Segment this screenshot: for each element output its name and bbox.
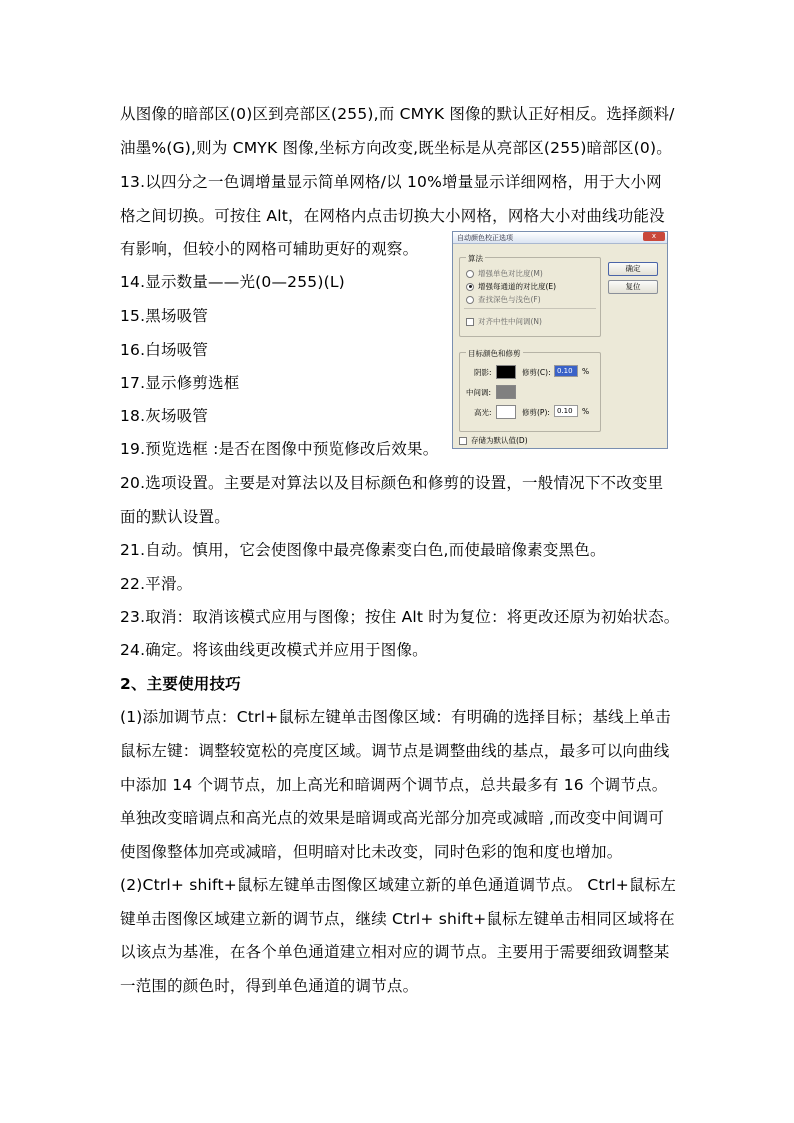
tips-line-2: 鼠标左键：调整较宽松的亮度区域。调节点是调整曲线的基点，最多可以向曲线 [120, 742, 670, 760]
highlights-label: 高光: [474, 408, 492, 417]
checkbox-icon [459, 437, 467, 445]
ok-button[interactable]: 确定 [608, 262, 658, 276]
tips-line-7: 键单击图像区域建立新的调节点，继续 Ctrl+ shift+鼠标左键单击相同区域将在 [120, 910, 675, 928]
tips-line-3: 中添加 14 个调节点，加上高光和暗调两个调节点，总共最多有 16 个调节点。 [120, 776, 668, 794]
tips-line-1: (1)添加调节点：Ctrl+鼠标左键单击图像区域：有明确的选择目标；基线上单击 [120, 708, 671, 726]
tips-line-8: 以该点为基准，在各个单色通道建立相对应的调节点。主要用于需要细致调整某 [120, 943, 670, 961]
target-colors-group-label: 目标颜色和修剪 [468, 349, 521, 358]
clip-highlights-label: 修剪(P): [522, 408, 550, 417]
text-line-15: 22.平滑。 [120, 575, 193, 593]
dialog-titlebar [453, 232, 667, 244]
algo-option-label: 查找深色与浅色(F) [478, 295, 541, 304]
percent-label: % [582, 367, 590, 376]
target-colors-group [459, 349, 601, 432]
snap-neutral-label: 对齐中性中间调(N) [478, 317, 542, 326]
tips-line-9: 一范围的颜色时，得到单色通道的调节点。 [120, 977, 419, 995]
text-line-7: 15.黑场吸管 [120, 307, 209, 325]
checkbox-icon [466, 318, 474, 326]
clip-highlights-input[interactable]: 0.10 [554, 405, 578, 417]
tips-line-4: 单独改变暗调点和高光点的效果是暗调或高光部分加亮或减暗 ,而改变中间调可 [120, 809, 665, 827]
shadows-color-swatch[interactable] [496, 365, 516, 379]
save-default-checkbox[interactable] [459, 435, 528, 446]
close-icon[interactable]: x [643, 232, 665, 241]
midtones-label: 中间调: [466, 388, 492, 397]
tips-line-6: (2)Ctrl+ shift+鼠标左键单击图像区域建立新的单色通道调节点。 Ctrl+鼠标左 [120, 876, 677, 894]
text-line-8: 16.白场吸管 [120, 341, 209, 359]
tips-line-5: 使图像整体加亮或减暗，但明暗对比未改变，同时色彩的饱和度也增加。 [120, 843, 623, 861]
text-line-5: 有影响，但较小的网格可辅助更好的观察。 [120, 240, 419, 258]
text-line-11: 19.预览选框 :是否在图像中预览修改后效果。 [120, 440, 439, 458]
clip-shadows-input[interactable]: 0.10 [554, 365, 578, 377]
text-line-17: 24.确定。将该曲线更改模式并应用于图像。 [120, 641, 428, 659]
text-line-6: 14.显示数量——光(0—255)(L) [120, 273, 345, 291]
percent-label: % [582, 407, 590, 416]
reset-button[interactable]: 复位 [608, 280, 658, 294]
text-line-10: 18.灰场吸管 [120, 407, 209, 425]
text-line-4: 格之间切换。可按住 Alt，在网格内点击切换大小网格，网格大小对曲线功能没 [120, 207, 665, 225]
text-line-16: 23.取消：取消该模式应用与图像；按住 Alt 时为复位：将更改还原为初始状态。 [120, 608, 680, 626]
divider [464, 308, 596, 309]
text-line-1: 从图像的暗部区(0)区到亮部区(255),而 CMYK 图像的默认正好相反。选择颜料/ [120, 105, 675, 123]
section-heading: 2、主要使用技巧 [120, 675, 241, 693]
text-line-3: 13.以四分之一色调增量显示简单网格/以 10%增量显示详细网格，用于大小网 [120, 173, 662, 191]
save-default-label: 存储为默认值(D) [471, 436, 528, 445]
algo-option-mono[interactable] [466, 268, 543, 279]
algo-option-find-dark-light[interactable] [466, 294, 541, 305]
radio-selected-icon [466, 283, 474, 291]
shadows-label: 阴影: [474, 368, 492, 377]
radio-icon [466, 270, 474, 278]
text-line-14: 21.自动。慎用，它会使图像中最亮像素变白色,而使最暗像素变黑色。 [120, 541, 606, 559]
text-line-2: 油墨%(G),则为 CMYK 图像,坐标方向改变,既坐标是从亮部区(255)暗部区(0)。 [120, 139, 672, 157]
dialog-title: 自动颜色校正选项 [457, 234, 513, 242]
snap-neutral-checkbox[interactable] [466, 316, 542, 327]
radio-icon [466, 296, 474, 304]
algo-option-per-channel[interactable] [466, 281, 556, 292]
clip-shadows-label: 修剪(C): [522, 368, 551, 377]
algo-option-label: 增强单色对比度(M) [478, 269, 543, 278]
text-line-9: 17.显示修剪选框 [120, 374, 240, 392]
algo-option-label: 增强每通道的对比度(E) [478, 282, 557, 291]
auto-color-options-dialog [452, 231, 668, 449]
midtones-color-swatch[interactable] [496, 385, 516, 399]
algorithm-group-label: 算法 [468, 254, 483, 263]
algorithm-group [459, 254, 601, 337]
text-line-12: 20.选项设置。主要是对算法以及目标颜色和修剪的设置，一般情况下不改变里 [120, 474, 664, 492]
text-line-13: 面的默认设置。 [120, 508, 230, 526]
highlights-color-swatch[interactable] [496, 405, 516, 419]
